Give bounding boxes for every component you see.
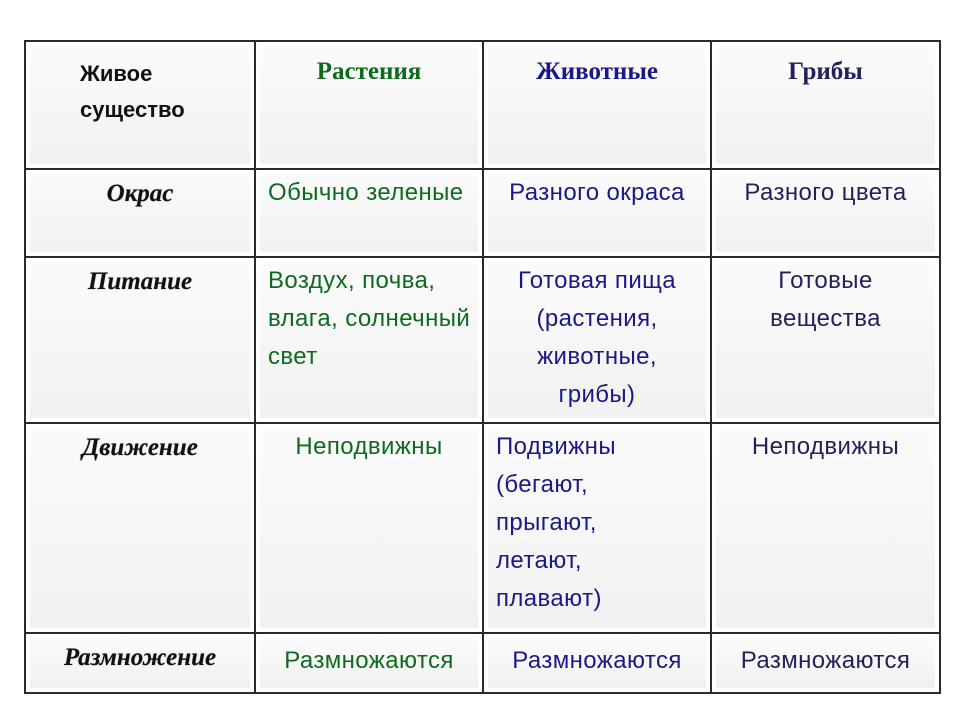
header-corner-label: Живое существо	[30, 46, 250, 164]
header-animals-cell	[483, 41, 711, 169]
table-row-movement	[25, 423, 940, 633]
table-cell-fungi	[711, 423, 940, 633]
row-label-reproduction: Размножение	[30, 638, 250, 688]
row-label-cell	[25, 633, 255, 693]
header-animals-label: Животные	[488, 46, 706, 164]
header-plants-label: Растения	[260, 46, 478, 164]
table-header-row	[25, 41, 940, 169]
cell-fungi-movement: Неподвижны	[716, 428, 935, 628]
cell-plants-reproduction: Размножаются	[260, 638, 478, 688]
cell-fungi-nutrition: Готовые вещества	[716, 262, 935, 418]
cell-fungi-reproduction: Размножаются	[716, 638, 935, 688]
header-fungi-label: Грибы	[716, 46, 935, 164]
cell-fungi-color: Разного цвета	[716, 174, 935, 252]
table-cell-fungi	[711, 169, 940, 257]
row-label-cell	[25, 169, 255, 257]
table-cell-animals	[483, 423, 711, 633]
row-label-movement: Движение	[30, 428, 250, 628]
cell-animals-movement: Подвижны (бегают, прыгают, летают, плавают)	[488, 428, 706, 628]
table-cell-animals	[483, 169, 711, 257]
table-cell-animals	[483, 633, 711, 693]
row-label-cell	[25, 423, 255, 633]
cell-animals-color: Разного окраса	[488, 174, 706, 252]
table-cell-fungi	[711, 257, 940, 423]
table-cell-plants	[255, 257, 483, 423]
comparison-table	[24, 40, 941, 694]
table-cell-plants	[255, 633, 483, 693]
table-cell-animals	[483, 257, 711, 423]
table-cell-fungi	[711, 633, 940, 693]
row-label-nutrition: Питание	[30, 262, 250, 418]
header-corner-cell	[25, 41, 255, 169]
cell-animals-nutrition: Готовая пища (растения, животные, грибы)	[488, 262, 706, 418]
table-cell-plants	[255, 423, 483, 633]
cell-plants-movement: Неподвижны	[260, 428, 478, 628]
table-row-reproduction	[25, 633, 940, 693]
row-label-color: Окрас	[30, 174, 250, 252]
header-fungi-cell	[711, 41, 940, 169]
cell-plants-nutrition: Воздух, почва, влага, солнечный свет	[260, 262, 478, 418]
table-cell-plants	[255, 169, 483, 257]
table-row-nutrition	[25, 257, 940, 423]
cell-animals-reproduction: Размножаются	[488, 638, 706, 688]
header-plants-cell	[255, 41, 483, 169]
cell-plants-color: Обычно зеленые	[260, 174, 478, 252]
row-label-cell	[25, 257, 255, 423]
table-row-color	[25, 169, 940, 257]
